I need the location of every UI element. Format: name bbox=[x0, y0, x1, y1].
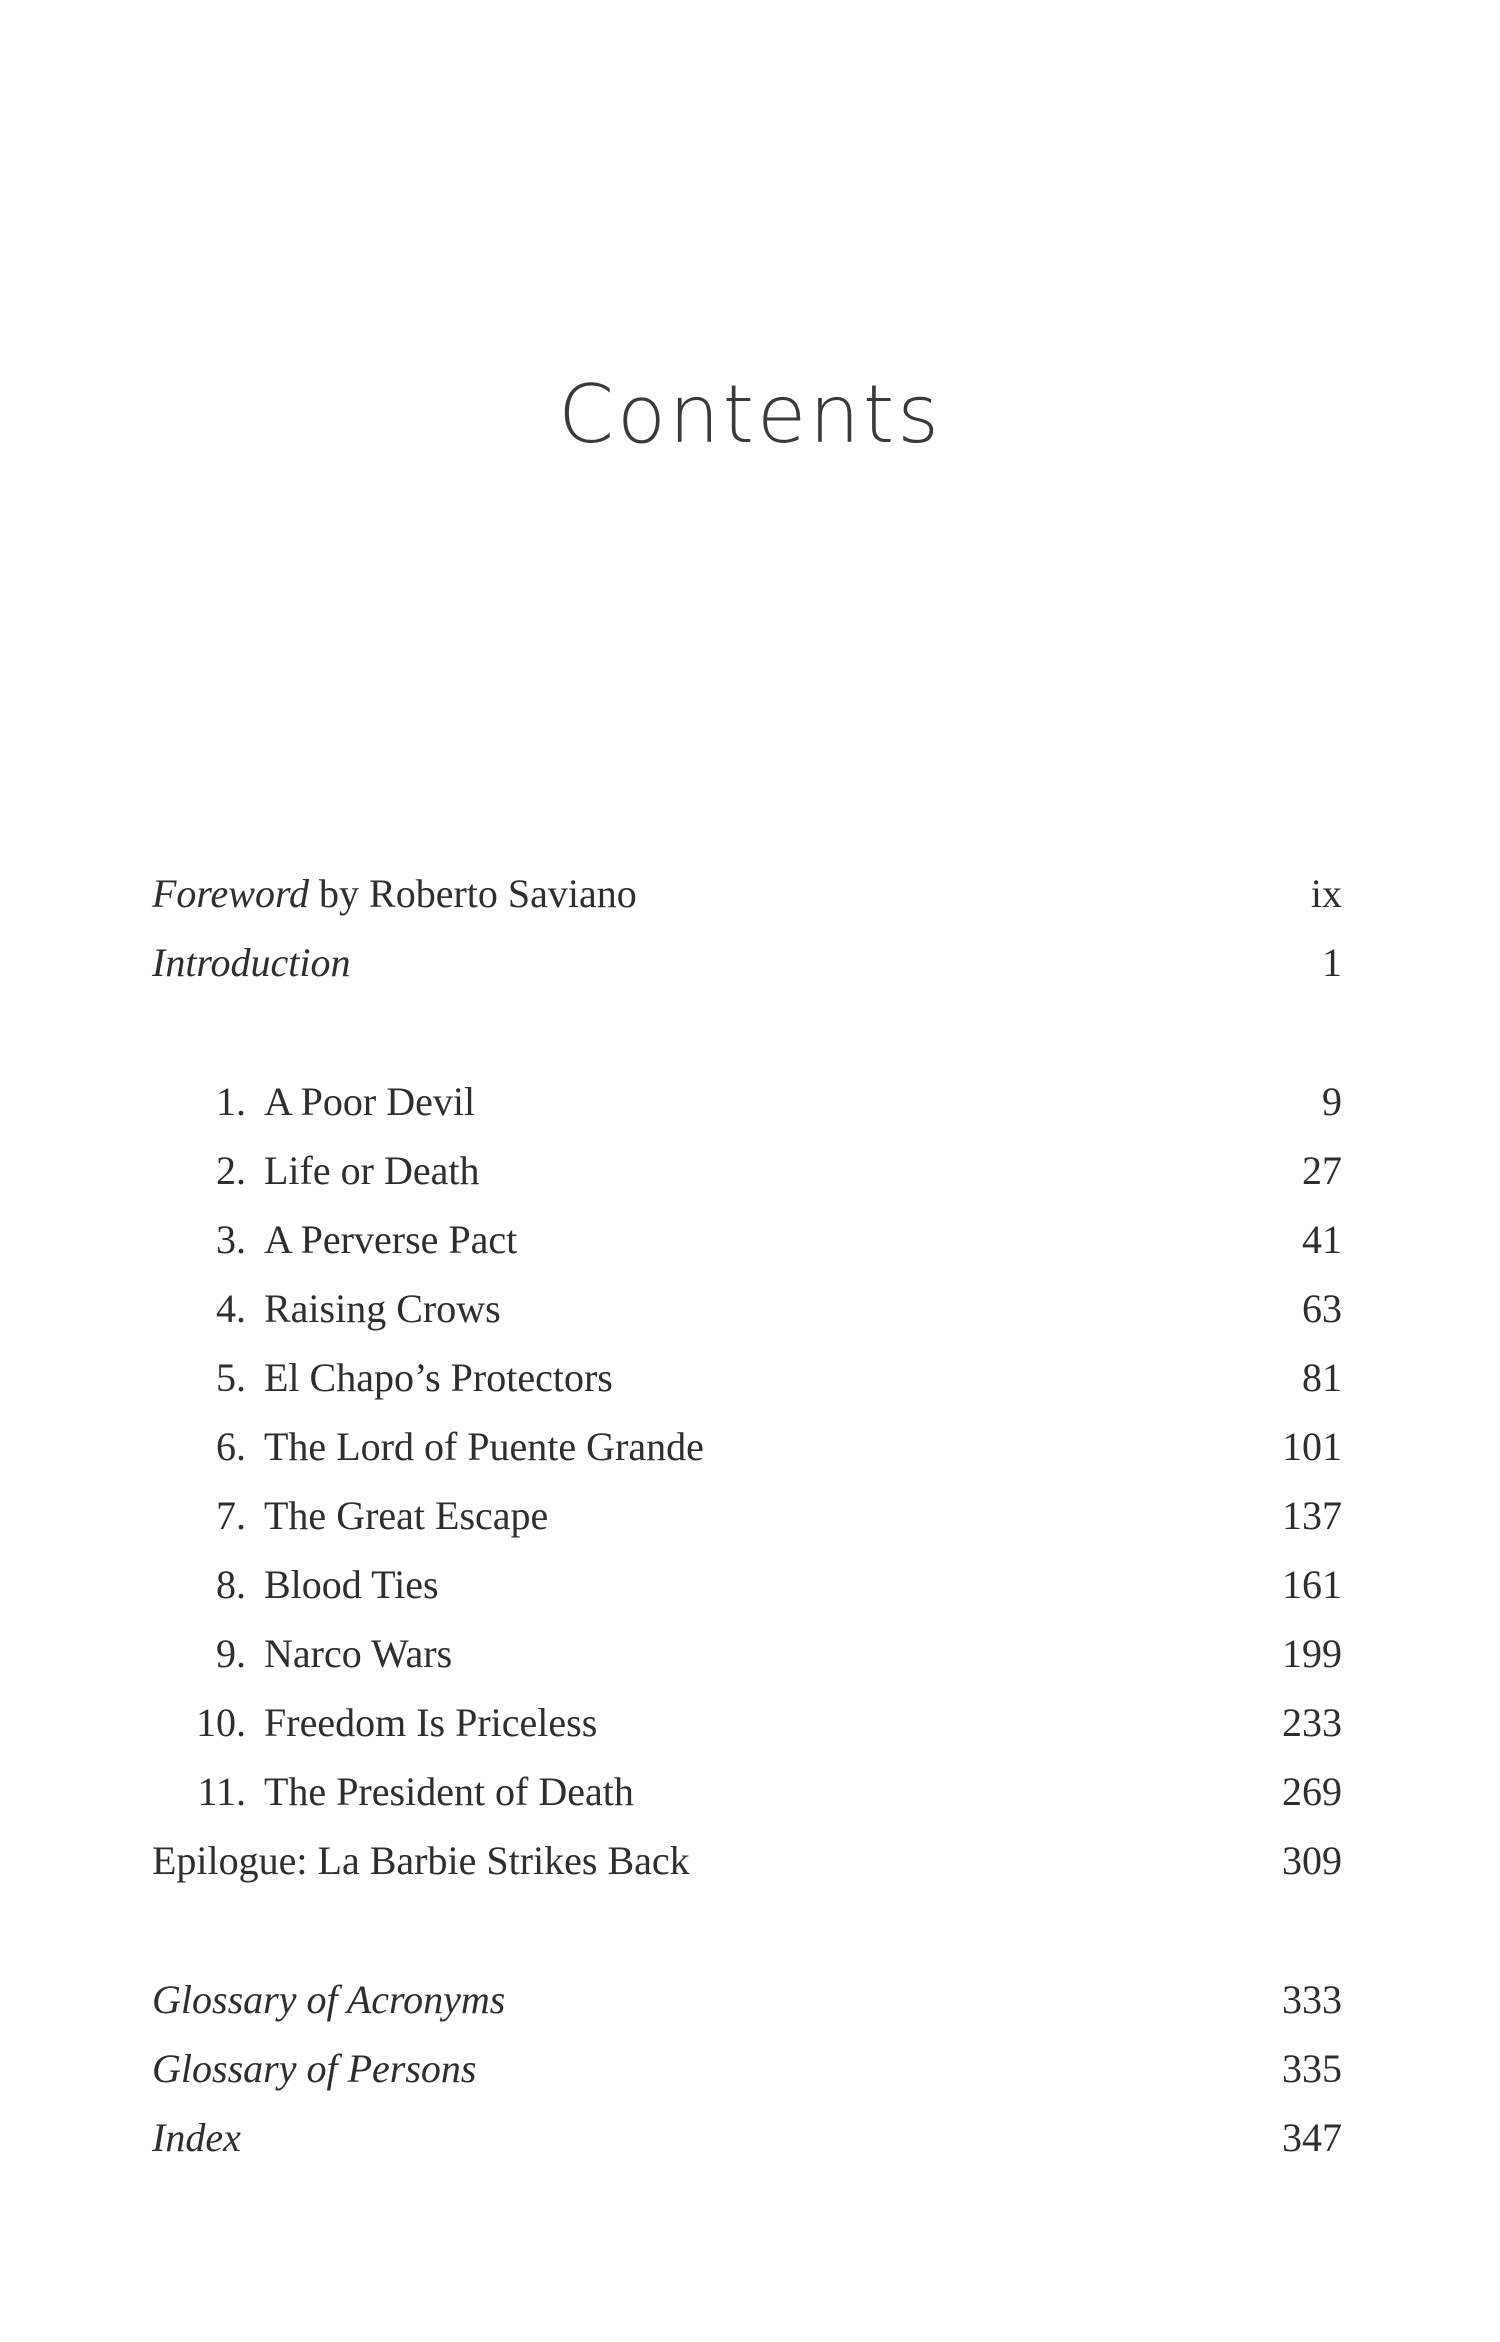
toc-entry-glossary-acronyms[interactable] bbox=[152, 1976, 1342, 2045]
toc-entry-chapter[interactable] bbox=[152, 1078, 1342, 1147]
chapter-title: A Perverse Pact bbox=[264, 1217, 518, 1262]
chapter-number: 1. bbox=[216, 1079, 246, 1124]
table-of-contents bbox=[152, 870, 1342, 2183]
toc-entry-title-italic: Foreword bbox=[152, 871, 310, 916]
toc-entry-chapter[interactable] bbox=[152, 1492, 1342, 1561]
toc-entry-chapter[interactable] bbox=[152, 1285, 1342, 1354]
chapter-page: 161 bbox=[1282, 1562, 1342, 1607]
chapter-page: 137 bbox=[1282, 1493, 1342, 1538]
toc-entry-chapter[interactable] bbox=[152, 1354, 1342, 1423]
chapter-number: 2. bbox=[216, 1148, 246, 1193]
toc-entry-chapter[interactable] bbox=[152, 1699, 1342, 1768]
back-matter-page: 335 bbox=[1282, 2046, 1342, 2091]
chapter-page: 199 bbox=[1282, 1631, 1342, 1676]
toc-entry-page: ix bbox=[1310, 871, 1342, 916]
chapter-page: 9 bbox=[1322, 1079, 1342, 1124]
chapter-title: Life or Death bbox=[264, 1148, 480, 1193]
chapter-number: 7. bbox=[216, 1493, 246, 1538]
toc-entry-title: Introduction bbox=[152, 940, 351, 985]
toc-entry-title-rest: by Roberto Saviano bbox=[309, 871, 637, 916]
back-matter-title: Glossary of Acronyms bbox=[152, 1977, 506, 2022]
toc-entry-foreword[interactable] bbox=[152, 870, 1342, 939]
chapter-title: The President of Death bbox=[264, 1769, 634, 1814]
chapter-page: 41 bbox=[1302, 1217, 1342, 1262]
chapter-number: 9. bbox=[216, 1631, 246, 1676]
chapter-number: 3. bbox=[216, 1217, 246, 1262]
toc-entry-chapter[interactable] bbox=[152, 1423, 1342, 1492]
chapter-number: 11. bbox=[197, 1769, 246, 1814]
chapter-title: A Poor Devil bbox=[264, 1079, 476, 1124]
chapter-page: 233 bbox=[1282, 1700, 1342, 1745]
chapter-page: 63 bbox=[1302, 1286, 1342, 1331]
page-title: Contents bbox=[558, 368, 942, 461]
toc-entry-chapter[interactable] bbox=[152, 1630, 1342, 1699]
chapter-page: 269 bbox=[1282, 1769, 1342, 1814]
toc-entry-chapter[interactable] bbox=[152, 1216, 1342, 1285]
back-matter-title: Index bbox=[152, 2115, 241, 2160]
chapter-page: 101 bbox=[1282, 1424, 1342, 1469]
toc-entry-page: 1 bbox=[1322, 940, 1342, 985]
chapter-title: Narco Wars bbox=[264, 1631, 453, 1676]
toc-entry-chapter[interactable] bbox=[152, 1147, 1342, 1216]
chapter-title: The Lord of Puente Grande bbox=[264, 1424, 704, 1469]
toc-entry-introduction[interactable] bbox=[152, 939, 1342, 1008]
toc-entry-title bbox=[152, 870, 1242, 917]
chapter-number: 5. bbox=[216, 1355, 246, 1400]
toc-entry-chapter[interactable] bbox=[152, 1768, 1342, 1837]
chapter-number: 4. bbox=[216, 1286, 246, 1331]
chapter-title: Blood Ties bbox=[264, 1562, 439, 1607]
chapter-list bbox=[152, 1078, 1342, 1906]
chapter-number: 10. bbox=[196, 1700, 246, 1745]
back-matter-title: Glossary of Persons bbox=[152, 2046, 477, 2091]
chapter-number: 8. bbox=[216, 1562, 246, 1607]
epilogue-page: 309 bbox=[1282, 1838, 1342, 1883]
front-matter-list bbox=[152, 870, 1342, 1008]
toc-entry-epilogue[interactable] bbox=[152, 1837, 1342, 1906]
chapter-title: The Great Escape bbox=[264, 1493, 549, 1538]
chapter-page: 27 bbox=[1302, 1148, 1342, 1193]
chapter-page: 81 bbox=[1302, 1355, 1342, 1400]
epilogue-title: Epilogue: La Barbie Strikes Back bbox=[152, 1838, 690, 1883]
toc-entry-glossary-persons[interactable] bbox=[152, 2045, 1342, 2114]
chapter-title: El Chapo’s Protectors bbox=[264, 1355, 613, 1400]
chapter-number: 6. bbox=[216, 1424, 246, 1469]
toc-entry-index[interactable] bbox=[152, 2114, 1342, 2183]
toc-entry-chapter[interactable] bbox=[152, 1561, 1342, 1630]
chapter-title: Raising Crows bbox=[264, 1286, 501, 1331]
back-matter-list bbox=[152, 1976, 1342, 2183]
back-matter-page: 333 bbox=[1282, 1977, 1342, 2022]
back-matter-page: 347 bbox=[1282, 2115, 1342, 2160]
chapter-title: Freedom Is Priceless bbox=[264, 1700, 598, 1745]
